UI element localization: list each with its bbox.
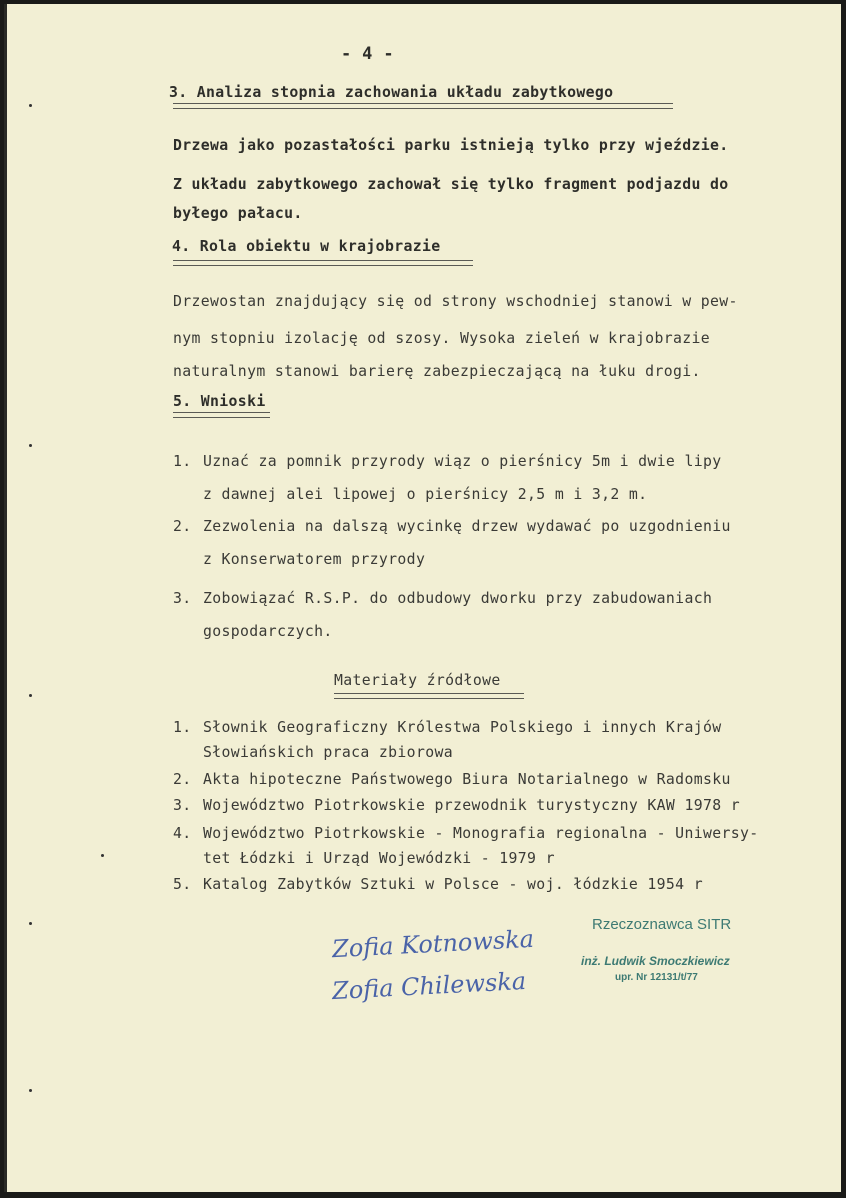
conclusion-line: Zezwolenia na dalszą wycinkę drzew wydawać po uzgodnieniu [203,518,731,535]
conclusion-number: 2. [173,518,192,535]
stamp-title: Rzeczoznawca SITR [592,916,732,933]
conclusion-line: gospodarczych. [203,623,333,640]
conclusion-line: z dawnej alei lipowej o pierśnicy 2,5 m i 3,2 m. [203,486,648,503]
section3-underline [173,103,673,109]
section5-heading: 5. Wnioski [173,393,266,410]
section4-line: Drzewostan znajdujący się od strony wschodniej stanowi w pew- [173,293,738,310]
stamp-registration: upr. Nr 12131/t/77 [615,972,698,983]
conclusion-line: Uznać za pomnik przyrody wiąz o pierśnicy 5m i dwie lipy [203,453,722,470]
stamp-name: inż. Ludwik Smoczkiewicz [581,954,730,968]
section3-line: Z układu zabytkowego zachował się tylko fragment podjazdu do [173,176,729,193]
source-line: Katalog Zabytków Sztuki w Polsce - woj. łódzkie 1954 r [203,876,703,893]
conclusion-number: 1. [173,453,192,470]
signature: Zofia Chilewska [331,966,527,1006]
scan-speck [29,922,32,925]
conclusion-line: z Konserwatorem przyrody [203,551,426,568]
section4-underline [173,260,473,266]
source-number: 3. [173,797,192,814]
source-line: tet Łódzki i Urząd Wojewódzki - 1979 r [203,850,555,867]
document-page [4,4,841,1192]
source-line: Województwo Piotrkowskie - Monografia regionalna - Uniwersy- [203,825,759,842]
scan-speck [29,694,32,697]
source-line: Akta hipoteczne Państwowego Biura Notarialnego w Radomsku [203,771,731,788]
section4-line: naturalnym stanowi barierę zabezpieczającą na łuku drogi. [173,363,701,380]
scan-speck [29,444,32,447]
source-number: 4. [173,825,192,842]
sources-heading: Materiały źródłowe [334,672,501,689]
sources-underline [334,693,524,699]
section3-line: Drzewa jako pozastałości parku istnieją tylko przy wjeździe. [173,137,729,154]
source-number: 5. [173,876,192,893]
section4-heading: 4. Rola obiektu w krajobrazie [172,238,441,255]
conclusion-number: 3. [173,590,192,607]
source-line: Słownik Geograficzny Królestwa Polskiego i innych Krajów [203,719,722,736]
scan-speck [29,1089,32,1092]
signature: Zofia Kotnowska [331,924,535,964]
section4-line: nym stopniu izolację od szosy. Wysoka zieleń w krajobrazie [173,330,710,347]
section3-heading: 3. Analiza stopnia zachowania układu zabytkowego [169,84,614,101]
source-number: 1. [173,719,192,736]
source-line: Słowiańskich praca zbiorowa [203,744,453,761]
conclusion-line: Zobowiązać R.S.P. do odbudowy dworku przy zabudowaniach [203,590,713,607]
section5-underline [173,412,270,418]
source-line: Województwo Piotrkowskie przewodnik turystyczny KAW 1978 r [203,797,740,814]
source-number: 2. [173,771,192,788]
section3-line: byłego pałacu. [173,205,303,222]
scan-speck [101,854,104,857]
scan-speck [29,104,32,107]
page-number: - 4 - [341,44,394,64]
